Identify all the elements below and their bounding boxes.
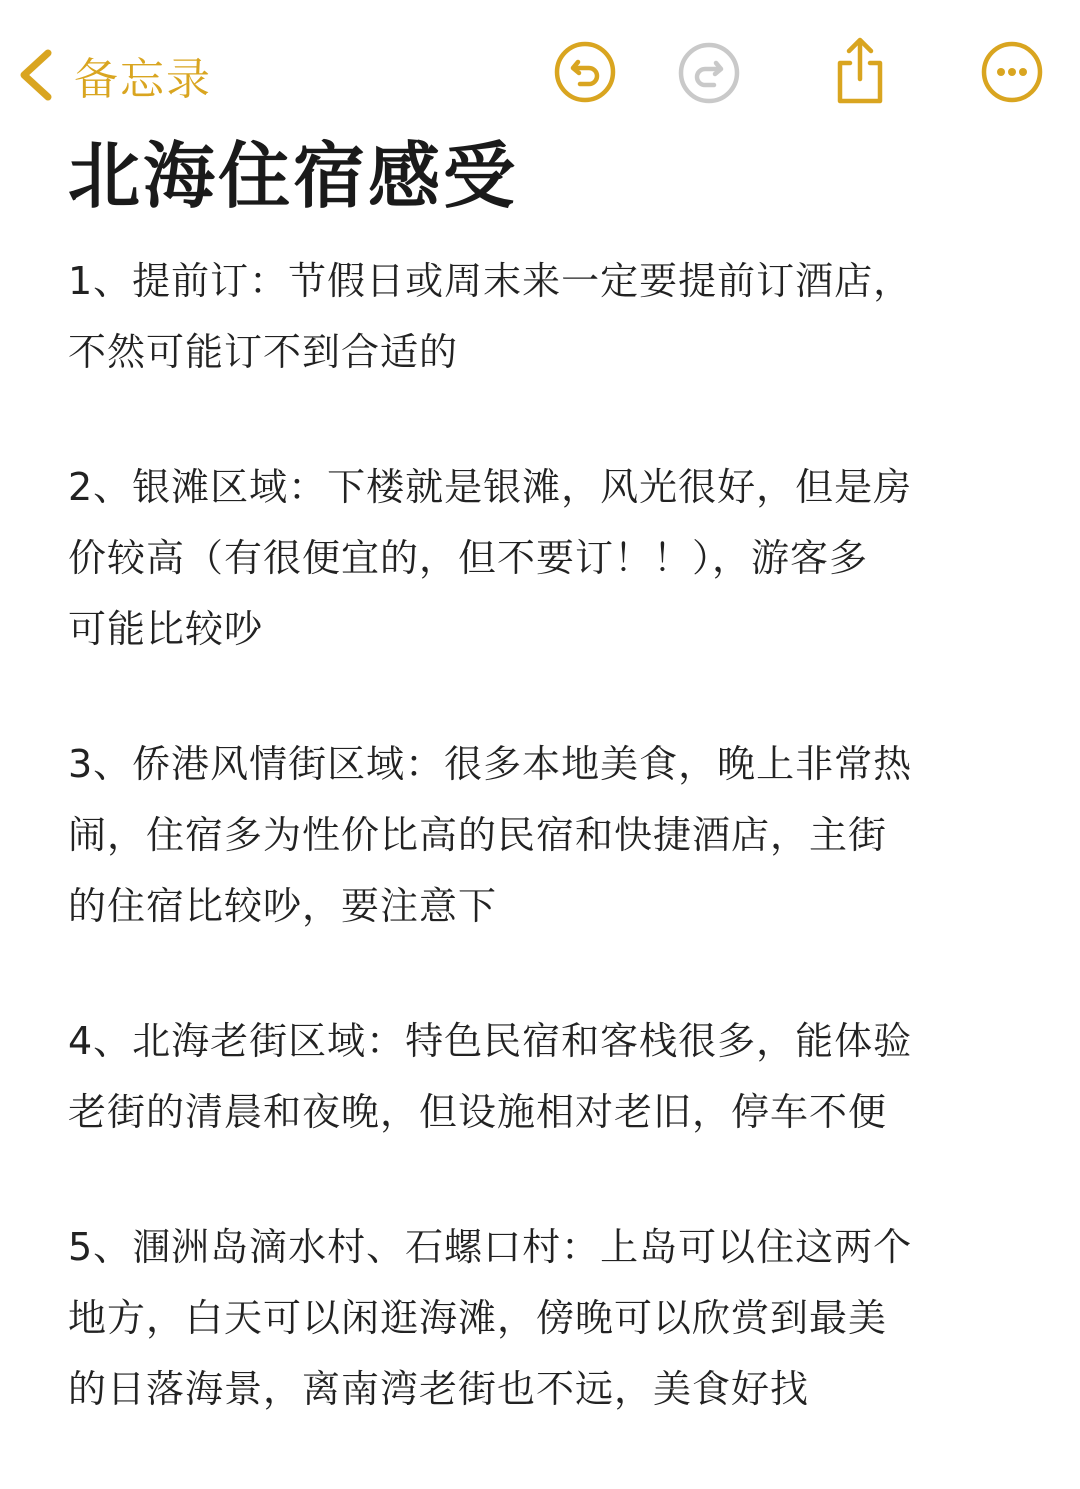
- undo-icon: [553, 40, 617, 104]
- more-icon: [980, 40, 1044, 104]
- chevron-left-icon: [16, 48, 56, 102]
- more-button[interactable]: [980, 40, 1044, 104]
- back-label: 备忘录: [74, 54, 212, 105]
- undo-button[interactable]: [553, 40, 617, 104]
- note-paragraph: 5、涠洲岛滴水村、石螺口村：上岛可以住这两个 地方，白天可以闲逛海滩，傍晚可以欣赏到最美 的日落海景，离南湾老街也不远，美食好找: [68, 1225, 913, 1411]
- note-paragraph: 1、提前订：节假日或周末来一定要提前订酒店， 不然可能订不到合适的: [68, 259, 913, 374]
- share-button[interactable]: [828, 35, 892, 99]
- redo-icon: [677, 41, 741, 105]
- note-paragraph: 2、银滩区域：下楼就是银滩，风光很好，但是房 价较高（有很便宜的，但不要订！！），游客多 可能比较吵: [68, 465, 913, 651]
- share-icon: [828, 35, 892, 107]
- note-paragraph: 4、北海老街区域：特色民宿和客栈很多，能体验 老街的清晨和夜晚，但设施相对老旧，停车不便: [68, 1019, 913, 1134]
- note-body[interactable]: [68, 246, 1018, 1489]
- back-button[interactable]: [16, 40, 212, 110]
- navigation-bar: [0, 0, 1080, 140]
- redo-button[interactable]: [677, 41, 741, 105]
- note-paragraph: 3、侨港风情街区域：很多本地美食，晚上非常热 闹，住宿多为性价比高的民宿和快捷酒店，主街 的住宿比较吵，要注意下: [68, 742, 913, 928]
- note-title[interactable]: 北海住宿感受: [68, 134, 519, 218]
